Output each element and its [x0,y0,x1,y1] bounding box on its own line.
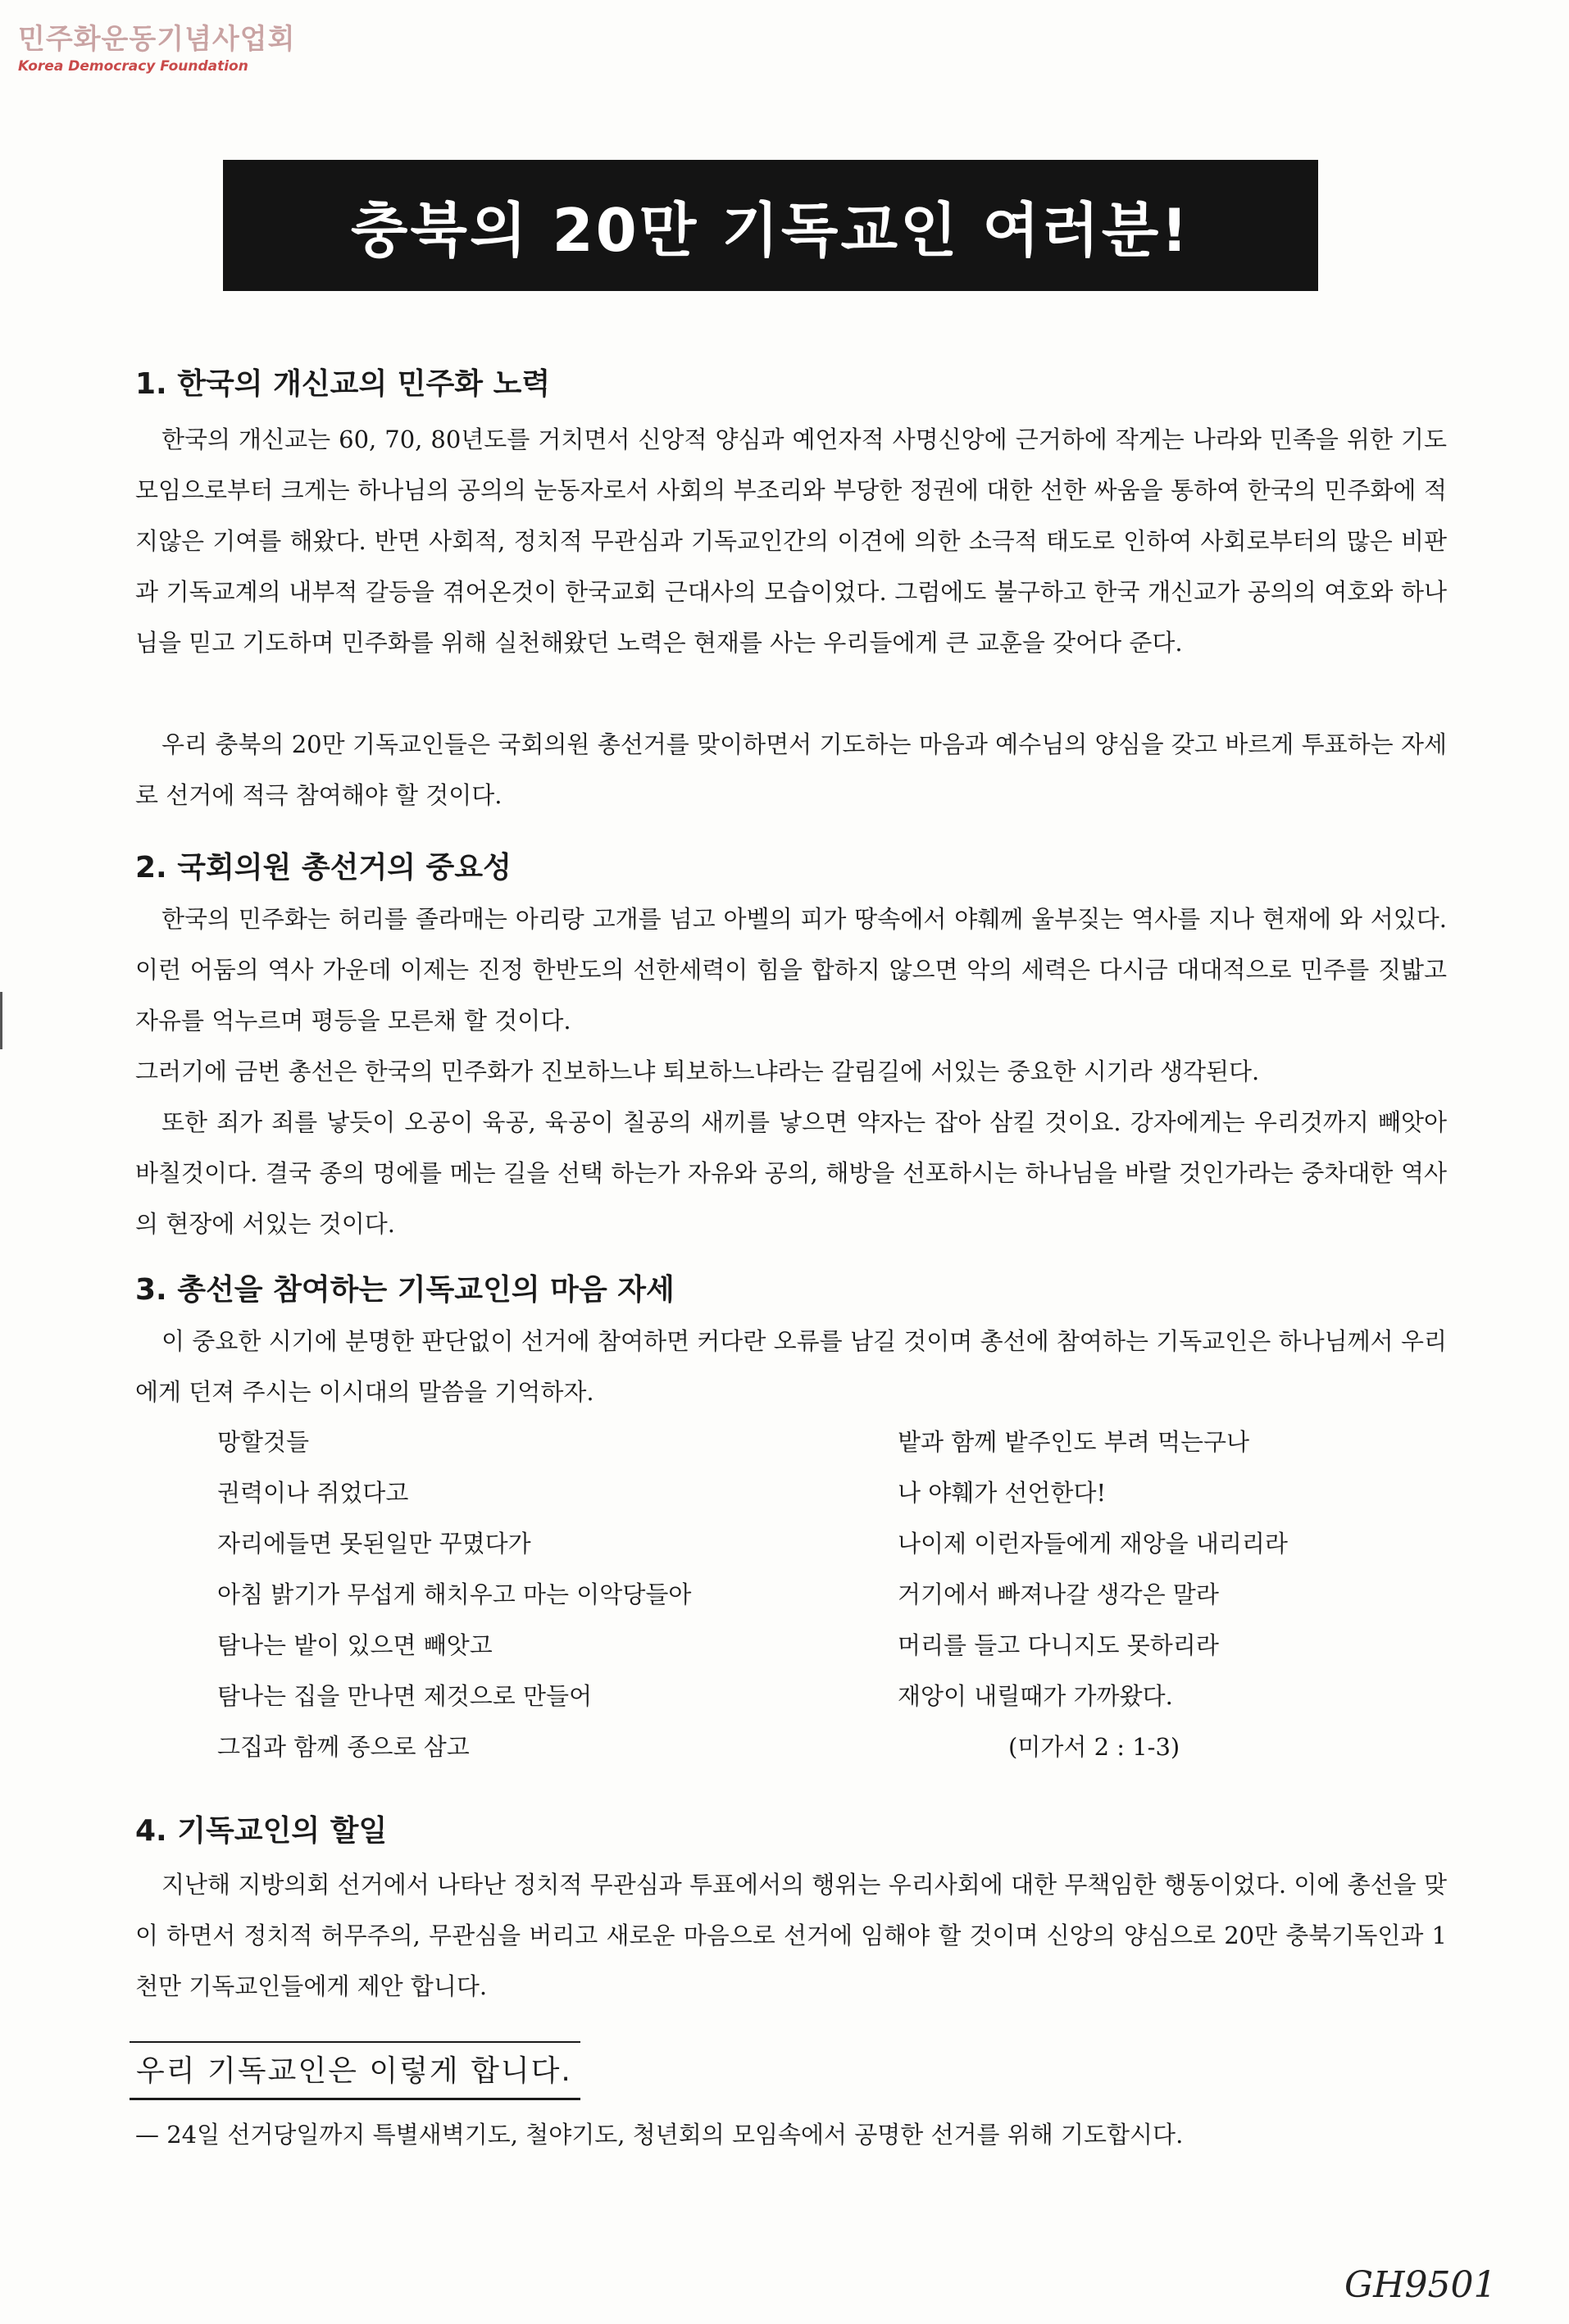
section-1-paragraph-1: 한국의 개신교는 60, 70, 80년도를 거치면서 신앙적 양심과 예언자적 사명신앙에 근거하에 작게는 나라와 민족을 위한 기도모임으로부터 크게는 하나님의 공의의 눈동자로서 사회의 부조리와 부당한 정권에 대한 선한 싸움을 통하여 한국의 민주화에 적지않은 기여를 해왔다. 반면 사회적, 정치적 무관심과 기독교인간의 이견에 의한 소극적 태도로 인하여 사회로부터의 많은 비판과 기독교계의 내부적 갈등을 겪어온것이 한국교회 근대사의 모습이었다. 그럼에도 불구하고 한국 개신교가 공의의 여호와 하나님을 믿고 기도하며 민주화를 위해 실천해왔던 노력은 현재를 사는 우리들에게 큰 교훈을 갖어다 준다. [135,425,1447,657]
poem-line: 밭과 함께 밭주인도 부려 먹는구나 [898,1428,1250,1456]
section-2-heading: 2. 국회의원 총선거의 중요성 [135,851,512,885]
resolution-heading: 우리 기독교인은 이렇게 합니다. [130,2041,580,2100]
poem-left-column [217,1417,691,1772]
poem-line: 탐나는 집을 만나면 제것으로 만들어 [217,1682,593,1710]
watermark [18,16,295,75]
resolution-item: — 24일 선거당일까지 특별새벽기도, 철야기도, 청년회의 모임속에서 공명한 선거를 위해 기도합시다. [135,2121,1184,2149]
section-4-heading: 4. 기독교인의 할일 [135,1814,388,1848]
section-2-paragraph-2: 그러기에 금번 총선은 한국의 민주화가 진보하느냐 퇴보하느냐라는 갈림길에 서있는 중요한 시기라 생각된다. [135,1057,1260,1085]
watermark-korean: 민주화운동기념사업회 [18,23,296,56]
section-4-paragraph-1: 지난해 지방의회 선거에서 나타난 정치적 무관심과 투표에서의 행위는 우리사회에 대한 무책임한 행동이었다. 이에 총선을 맞이 하면서 정치적 허무주의, 무관심을 버리고 새로운 마음으로 선거에 임해야 할 것이며 신앙의 양심으로 20만 충북기독인과 1천만 기독교인들에게 제안 합니다. [135,1871,1447,2000]
poem-line: 나 야훼가 선언한다! [898,1479,1107,1507]
poem-line: 재앙이 내릴때가 가까왔다. [898,1682,1173,1710]
document-code: GH9501 [1344,2264,1497,2306]
document-title: 충북의 20만 기독교인 여러분! [223,160,1318,291]
section-1-paragraph-2: 우리 충북의 20만 기독교인들은 국회의원 총선거를 맞이하면서 기도하는 마음과 예수님의 양심을 갖고 바르게 투표하는 자세로 선거에 적극 참여해야 할 것이다. [135,730,1447,809]
poem-line: 탐나는 밭이 있으면 빼앗고 [217,1631,493,1659]
watermark-english: Korea Democracy Foundation [18,58,248,75]
poem-line: 머리를 들고 다니지도 못하리라 [898,1631,1219,1659]
poem-line: 아침 밝기가 무섭게 해치우고 마는 이악당들아 [217,1580,692,1608]
scan-edge-mark [0,992,2,1049]
section-1-heading: 1. 한국의 개신교의 민주화 노력 [135,367,551,401]
poem-line: 거기에서 빠져나갈 생각은 말라 [898,1580,1219,1608]
section-3-paragraph-1: 이 중요한 시기에 분명한 판단없이 선거에 참여하면 커다란 오류를 남길 것이며 총선에 참여하는 기독교인은 하나님께서 우리에게 던져 주시는 이시대의 말씀을 기억하자. [135,1327,1447,1406]
section-2-paragraph-1: 한국의 민주화는 허리를 졸라매는 아리랑 고개를 넘고 아벨의 피가 땅속에서 야훼께 울부짖는 역사를 지나 현재에 와 서있다. 이런 어둠의 역사 가운데 이제는 진정 한반도의 선한세력이 힘을 합하지 않으면 악의 세력은 다시금 대대적으로 민주를 짓밟고 자유를 억누르며 평등을 모른채 할 것이다. [135,905,1447,1035]
poem-line: 자리에들면 못된일만 꾸몄다가 [217,1530,531,1558]
section-3-heading: 3. 총선을 참여하는 기독교인의 마음 자세 [135,1273,675,1307]
section-2-paragraph-3: 또한 죄가 죄를 낳듯이 오공이 육공, 육공이 칠공의 새끼를 낳으면 약자는 잡아 삼킬 것이요. 강자에게는 우리것까지 빼앗아 바칠것이다. 결국 종의 멍에를 메는 길을 선택 하는가 자유와 공의, 해방을 선포하시는 하나님을 바랄 것인가라는 중차대한 역사의 현장에 서있는 것이다. [135,1108,1447,1238]
poem-citation: (미가서 2 : 1-3) [1008,1733,1180,1761]
poem-right-column [898,1417,1288,1772]
poem-line: 권력이나 쥐었다고 [217,1479,409,1507]
poem-line: 그집과 함께 종으로 삼고 [217,1733,470,1761]
poem-line: 나이제 이런자들에게 재앙을 내리리라 [898,1530,1288,1558]
poem-line: 망할것들 [217,1428,310,1456]
